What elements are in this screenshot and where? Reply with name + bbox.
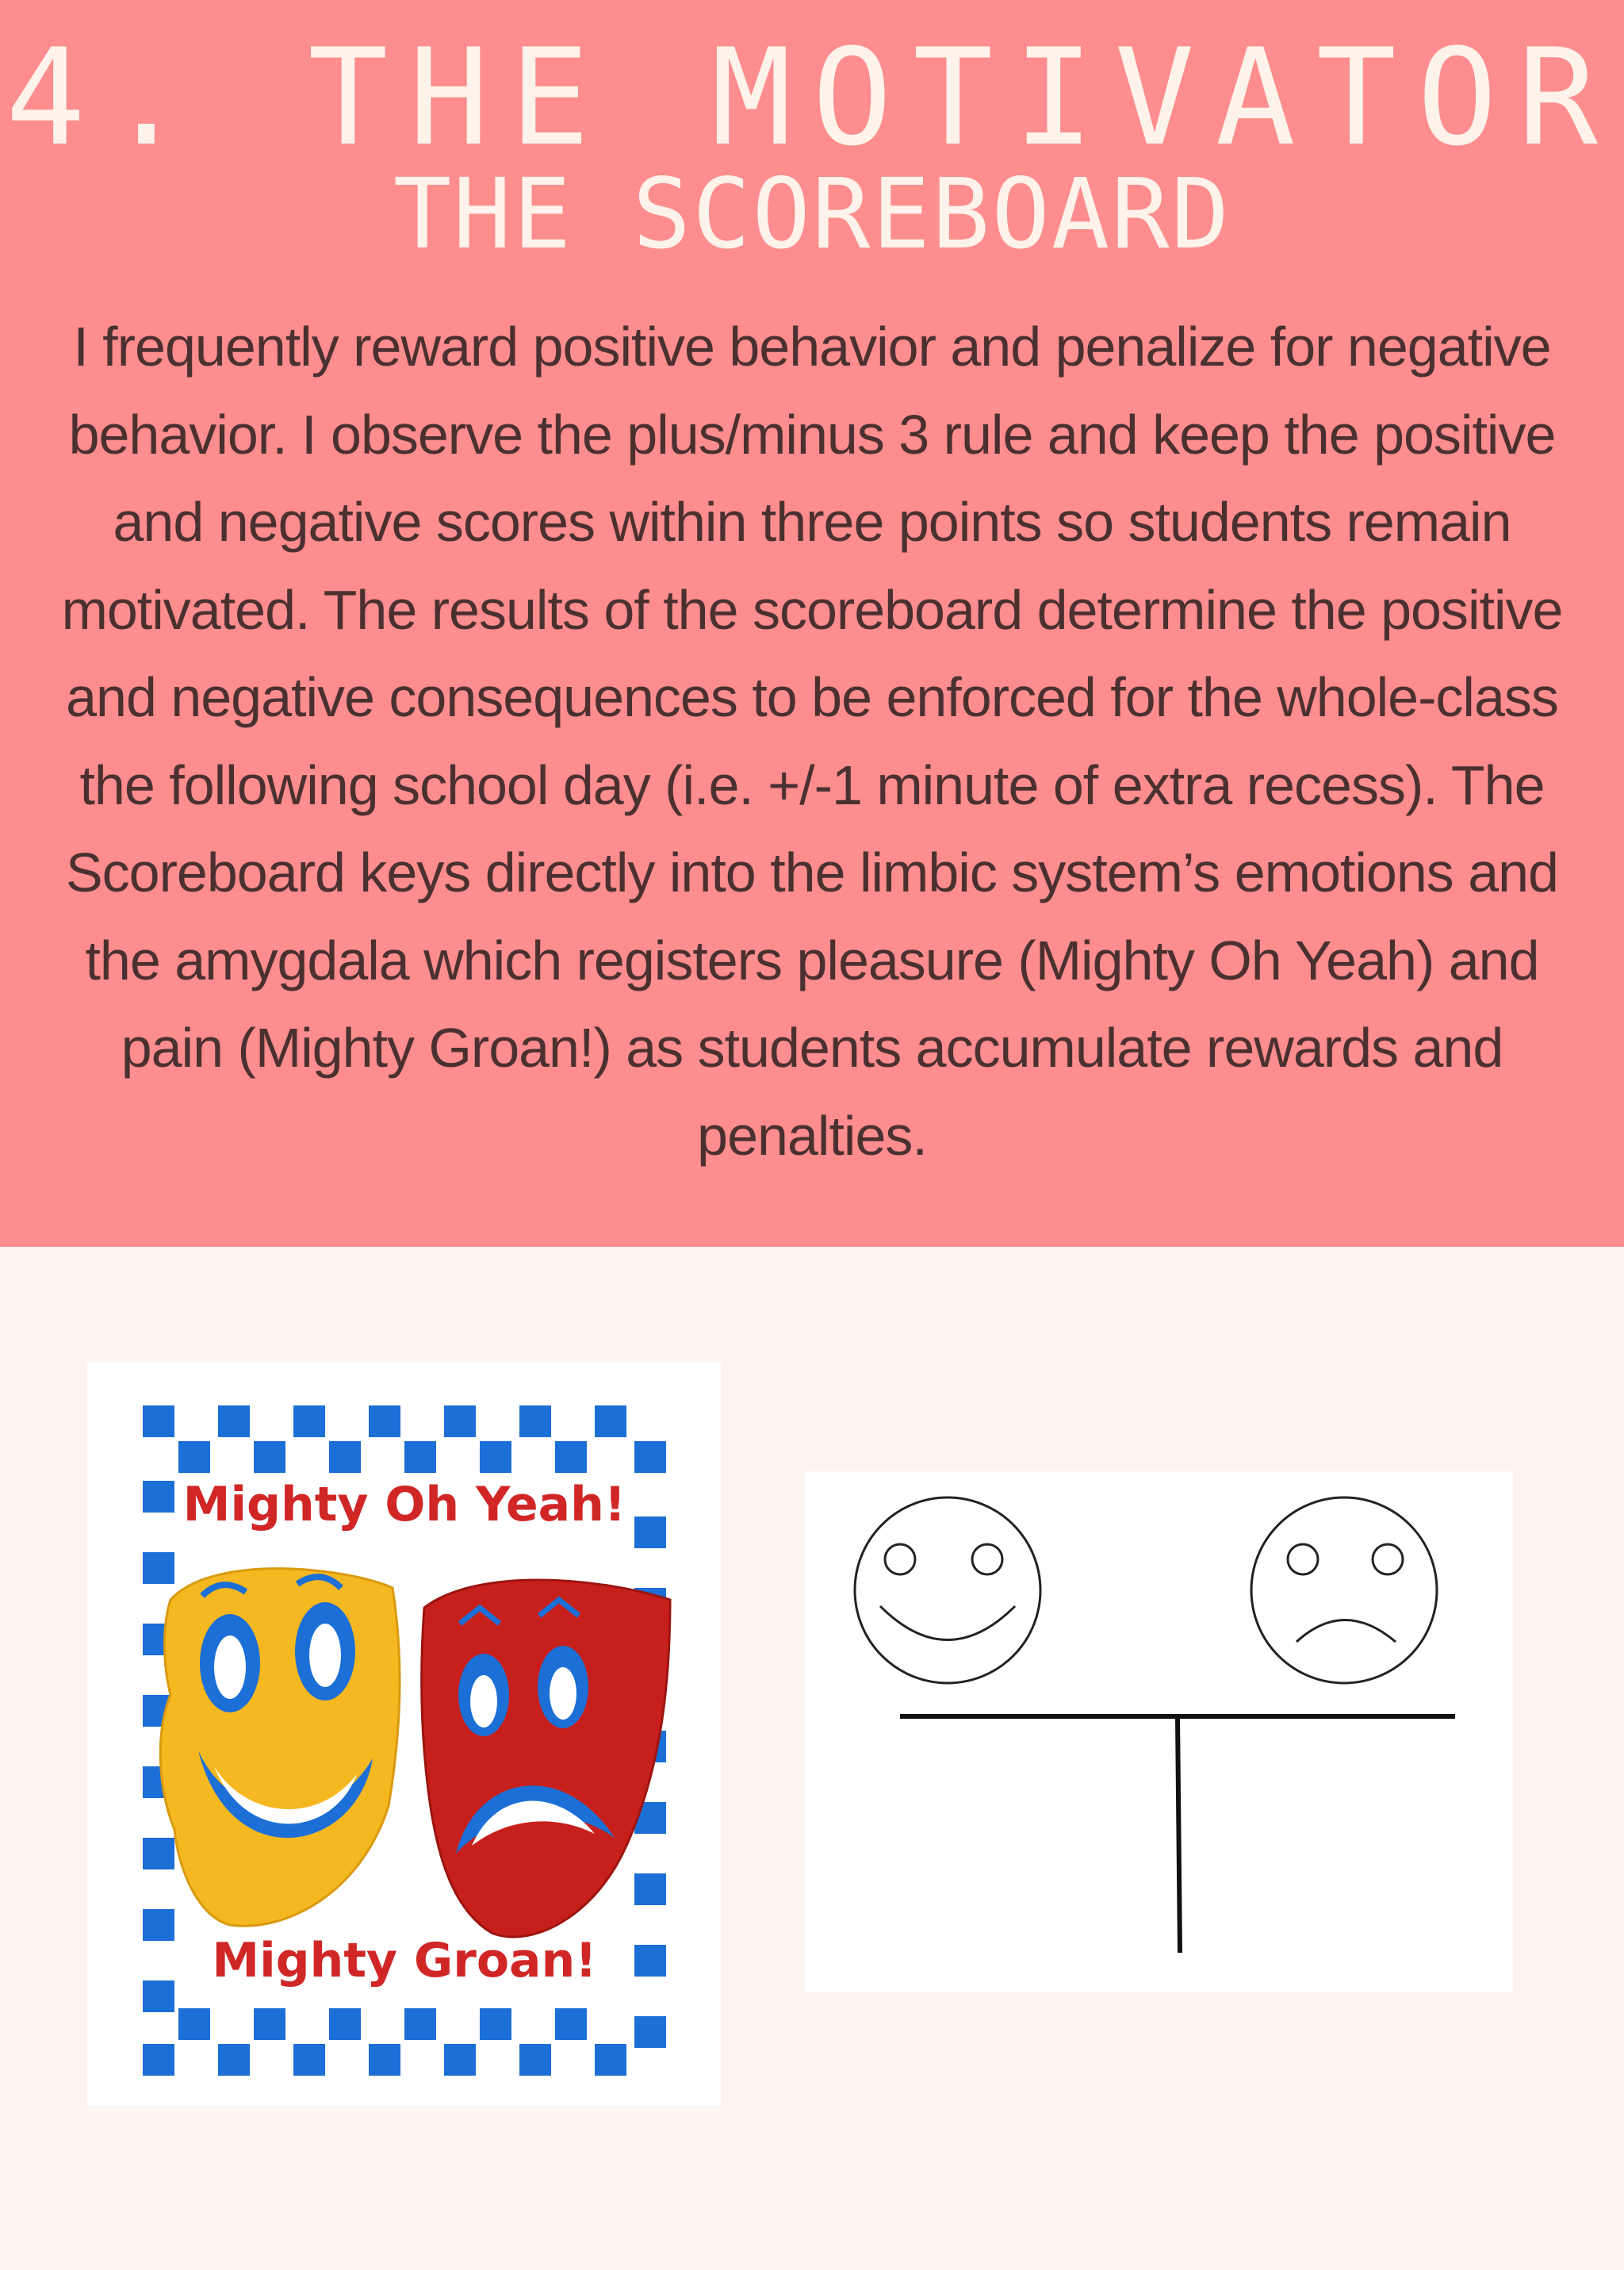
- page-subtitle: THE SCOREBOARD: [393, 158, 1231, 270]
- frowning-face-icon: [1251, 1497, 1437, 1683]
- scoreboard-image: [805, 1471, 1513, 1992]
- smiley-face-icon: [855, 1497, 1040, 1683]
- happy-mask-icon: [160, 1569, 400, 1927]
- mighty-groan-label: Mighty Groan!: [212, 1933, 597, 1988]
- mighty-masks-image: [87, 1362, 721, 2106]
- page-title: 4. THE MOTIVATOR: [5, 20, 1619, 175]
- mighty-oh-yeah-label: Mighty Oh Yeah!: [182, 1477, 626, 1532]
- sad-mask-icon: [422, 1580, 670, 1937]
- description-paragraph: I frequently reward positive behavior and penalize for negative behavior. I observe the plus/minus 3 rule and keep the positive and negative scores within three points so students remain motivated. The results of the scoreboard determine the positive and negative consequences to be enforced for the whole-class the following school day (i.e. +/-1 minute of extra recess). The Scoreboard keys directly into the limbic system’s emotions and the amygdala which registers pleasure (Mighty Oh Yeah) and pain (Mighty Groan!) as students accumulate rewards and penalties.: [61, 316, 1563, 1167]
- t-chart-vertical-line: [1178, 1716, 1180, 1953]
